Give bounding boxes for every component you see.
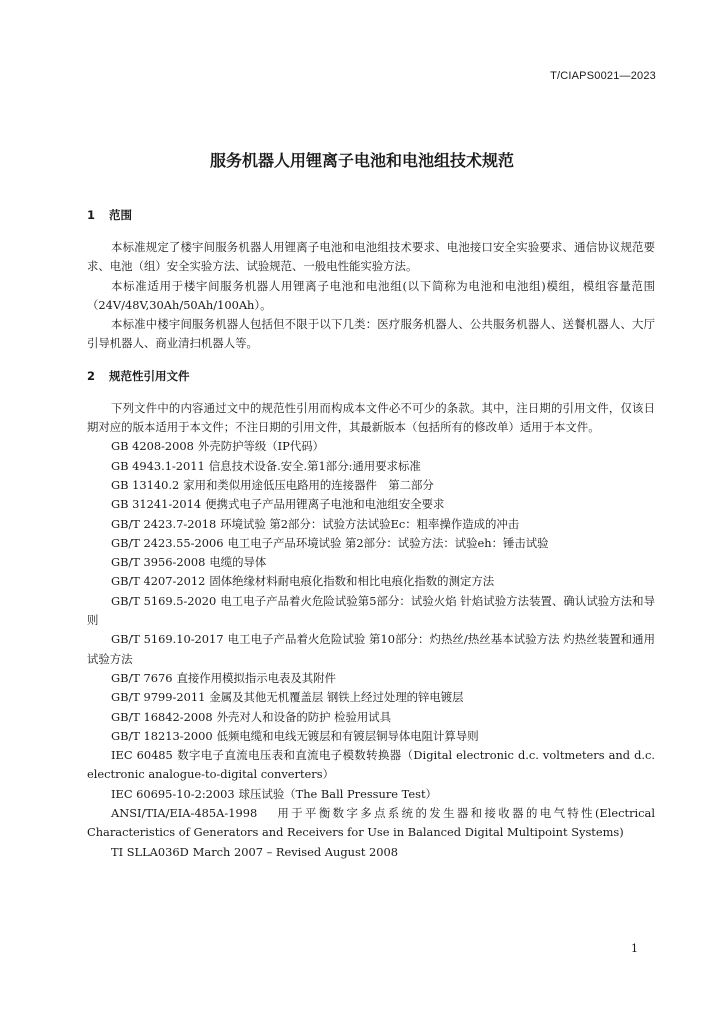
reference-item <box>87 495 655 514</box>
reference-title: 环境试验 第2部分：试验方法试验Ec：粗率操作造成的冲击 <box>220 516 520 531</box>
scope-paragraph: 本标准规定了楼宇间服务机器人用锂离子电池和电池组技术要求、电池接口安全实验要求、通信协议规范要求、电池（组）安全实验方法、试验规范、一般电性能实验方法。 <box>87 240 655 274</box>
reference-item <box>87 553 655 572</box>
reference-code: GB 4943.1-2011 <box>111 458 205 473</box>
reference-code: IEC 60695-10-2:2003 <box>111 786 235 801</box>
reference-item <box>87 437 655 456</box>
reference-title: 用于平衡数字多点系统的发生器和接收器的电气特性(Electrical Characteristics of Generators and Receivers for Use in Balanced Digital Multipoint Systems) <box>87 806 655 840</box>
reference-item <box>87 630 655 669</box>
scope-paragraph: 本标准中楼宇间服务机器人包括但不限于以下几类：医疗服务机器人、公共服务机器人、送餐机器人、大厅引导机器人、商业清扫机器人等。 <box>87 317 655 351</box>
reference-item <box>87 669 655 688</box>
reference-title: 信息技术设备.安全.第1部分:通用要求标准 <box>208 458 421 473</box>
reference-code: GB 13140.2 <box>111 477 180 492</box>
reference-item <box>87 843 655 862</box>
reference-title: 电工电子产品环境试验 第2部分：试验方法：试验eh：锤击试验 <box>227 535 549 550</box>
reference-item <box>87 515 655 534</box>
reference-item <box>87 592 655 631</box>
reference-item <box>87 804 655 843</box>
reference-title: 固体绝缘材料耐电痕化指数和相比电痕化指数的测定方法 <box>209 574 495 589</box>
reference-code: GB/T 7676 <box>111 670 173 685</box>
reference-code: GB 4208-2008 <box>111 439 194 454</box>
reference-code: GB/T 2423.55-2006 <box>111 535 224 550</box>
reference-code: GB/T 18213-2000 <box>111 728 213 743</box>
reference-item <box>87 572 655 591</box>
reference-item <box>87 457 655 476</box>
reference-code: GB/T 3956-2008 <box>111 555 206 570</box>
section-heading-scope <box>87 206 655 225</box>
reference-code: GB/T 2423.7-2018 <box>111 516 217 531</box>
reference-code: IEC 60485 <box>111 748 173 763</box>
reference-item <box>87 688 655 707</box>
reference-code: TI SLLA036D <box>111 844 189 859</box>
reference-title: 低频电缆和电线无镀层和有镀层铜导体电阻计算导则 <box>216 728 479 743</box>
reference-item <box>87 785 655 804</box>
section-number: 2 <box>87 368 96 383</box>
section-heading-normative-references <box>87 367 655 386</box>
reference-code: GB/T 4207-2012 <box>111 574 206 589</box>
section-title: 范围 <box>109 208 132 222</box>
reference-title: 电缆的导体 <box>209 555 267 570</box>
reference-code: GB/T 16842-2008 <box>111 709 213 724</box>
page-number: 1 <box>631 942 638 955</box>
reference-title: 电工电子产品着火危险试验第5部分：试验火焰 针焰试验方法装置、确认试验方法和导则 <box>87 593 655 628</box>
reference-code: GB/T 9799-2011 <box>111 690 206 705</box>
reference-title: 便携式电子产品用锂离子电池和电池组安全要求 <box>205 497 445 512</box>
reference-title: 球压试验（The Ball Pressure Test） <box>238 786 437 801</box>
standard-number: T/CIAPS0021—2023 <box>550 70 656 82</box>
reference-title: 金属及其他无机覆盖层 钢铁上经过处理的锌电镀层 <box>209 690 464 705</box>
section-title: 规范性引用文件 <box>109 368 190 383</box>
reference-title: 直接作用模拟指示电表及其附件 <box>176 670 336 685</box>
reference-list <box>87 437 655 862</box>
reference-code: ANSI/TIA/EIA-485A-1998 <box>111 806 258 821</box>
reference-item <box>87 476 655 495</box>
reference-item <box>87 727 655 746</box>
reference-item <box>87 708 655 727</box>
reference-title: 外壳对人和设备的防护 检验用试具 <box>216 709 392 724</box>
references-intro: 下列文件中的内容通过文中的规范性引用而构成本文件必不可少的条款。其中，注日期的引用文件，仅该日期对应的版本适用于本文件；不注日期的引用文件，其最新版本（包括所有的修改单）适用于本文件。 <box>87 400 655 435</box>
reference-title: 外壳防护等级（IP代码） <box>197 439 324 454</box>
reference-code: GB/T 5169.5-2020 <box>111 593 217 608</box>
reference-item <box>87 534 655 553</box>
section-number: 1 <box>87 208 96 222</box>
reference-title: 家用和类似用途低压电路用的连接器件 第二部分 <box>183 477 434 492</box>
document-body <box>87 206 655 862</box>
reference-title: 电工电子产品着火危险试验 第10部分：灼热丝/热丝基本试验方法 灼热丝装置和通用试验方法 <box>87 632 656 666</box>
reference-title: March 2007 – Revised August 2008 <box>192 844 399 859</box>
reference-code: GB/T 5169.10-2017 <box>111 632 224 647</box>
document-title: 服务机器人用锂离子电池和电池组技术规范 <box>209 151 514 170</box>
scope-paragraph: 本标准适用于楼宇间服务机器人用锂离子电池和电池组(以下简称为电池和电池组)模组，模组容量范围（24V/48V,30Ah/50Ah/100Ah）。 <box>87 278 655 312</box>
reference-title: 数字电子直流电压表和直流电子模数转换器（Digital electronic d.c. voltmeters and d.c. electronic analogue-to-digital converters） <box>87 748 655 782</box>
reference-code: GB 31241-2014 <box>111 497 202 512</box>
reference-item <box>87 746 655 785</box>
